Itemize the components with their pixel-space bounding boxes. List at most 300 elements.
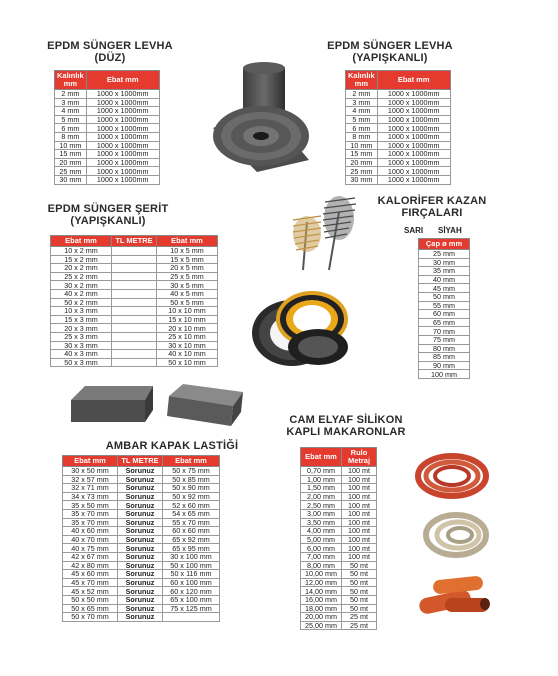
table-row xyxy=(301,570,377,579)
table-cell: 54 x 65 mm xyxy=(163,509,220,518)
table-cell: Sorunuz xyxy=(118,544,163,553)
table-cell: 50 mt xyxy=(342,578,377,587)
table-cell: 25 x 5 mm xyxy=(157,272,218,281)
table-cell: 15 mm xyxy=(55,150,87,159)
table-cell: Sorunuz xyxy=(118,604,163,613)
table-cell: 50 x 75 mm xyxy=(163,467,220,476)
table-cell: 8 mm xyxy=(346,132,378,141)
table-header-row xyxy=(51,236,218,247)
table-cell: 4,00 mm xyxy=(301,527,342,536)
table-cell: 50 x 50 mm xyxy=(63,595,118,604)
table-cell: 45 x 70 mm xyxy=(63,578,118,587)
sponge-tape-image xyxy=(248,285,353,370)
table-cell: 15 x 2 mm xyxy=(51,255,112,264)
table-cell: 50 x 116 mm xyxy=(163,570,220,579)
table-cell xyxy=(163,613,220,622)
title-line-2: KAPLI MAKARONLAR xyxy=(286,426,406,438)
table-row xyxy=(346,158,451,167)
table-row xyxy=(419,318,470,327)
table-row xyxy=(63,552,220,561)
table-cell: 1000 x 1000mm xyxy=(86,115,159,124)
table-row xyxy=(63,527,220,536)
table-header-row xyxy=(301,448,377,467)
table-cell: 50 x 70 mm xyxy=(63,613,118,622)
table-row xyxy=(301,509,377,518)
table-cell: 100 mm xyxy=(419,370,470,379)
table-row xyxy=(55,150,160,159)
table-cell: 80 mm xyxy=(419,344,470,353)
table-cell xyxy=(112,341,157,350)
table-cell: 55 mm xyxy=(419,301,470,310)
table-cell: 40 x 70 mm xyxy=(63,535,118,544)
table-cell: 40 x 10 mm xyxy=(157,350,218,359)
table-row xyxy=(346,107,451,116)
table-cell: Sorunuz xyxy=(118,595,163,604)
table-cell: 45 x 52 mm xyxy=(63,587,118,596)
table-cell: 50 x 5 mm xyxy=(157,298,218,307)
table-row xyxy=(419,310,470,319)
section-title-epdm-levha-duz xyxy=(40,40,180,64)
table-header-row xyxy=(346,71,451,90)
table-row xyxy=(301,527,377,536)
table-cell: 100 mt xyxy=(342,492,377,501)
table-cell: 3 mm xyxy=(346,98,378,107)
table-cell: 65 x 92 mm xyxy=(163,535,220,544)
table-cell: 40 x 3 mm xyxy=(51,350,112,359)
table-cell xyxy=(112,247,157,256)
column-header: TL METRE xyxy=(112,236,157,247)
table-row xyxy=(63,535,220,544)
table-cell: 42 x 67 mm xyxy=(63,552,118,561)
table-cell: 18,00 mm xyxy=(301,604,342,613)
label-siyah: SİYAH xyxy=(438,226,462,235)
table-row xyxy=(63,484,220,493)
table-cell: 1000 x 1000mm xyxy=(377,90,450,99)
table-cell: 2,50 mm xyxy=(301,501,342,510)
table-cell: 1000 x 1000mm xyxy=(377,158,450,167)
table-cell: 60 mm xyxy=(419,310,470,319)
table-cell: 50 mm xyxy=(419,292,470,301)
table-row xyxy=(63,613,220,622)
table-cell: 50 x 2 mm xyxy=(51,298,112,307)
table-row xyxy=(55,132,160,141)
section-title-kalorifer-fircalari xyxy=(372,195,492,219)
table-cell: 1000 x 1000mm xyxy=(377,167,450,176)
table-cell: 1000 x 1000mm xyxy=(86,90,159,99)
table-cell: 35 x 70 mm xyxy=(63,518,118,527)
table-row xyxy=(346,175,451,184)
column-header: Ebat mm xyxy=(86,71,159,90)
table-cell: 35 x 70 mm xyxy=(63,509,118,518)
table-cell: 70 mm xyxy=(419,327,470,336)
table-epdm-levha-duz xyxy=(54,70,160,185)
table-row xyxy=(301,484,377,493)
table-cell: 25 x 10 mm xyxy=(157,332,218,341)
table-cell: 60 x 120 mm xyxy=(163,587,220,596)
table-cell: 50 mt xyxy=(342,570,377,579)
table-row xyxy=(55,158,160,167)
table-cell: 100 mt xyxy=(342,518,377,527)
table-cell: Sorunuz xyxy=(118,613,163,622)
table-cell: 32 x 57 mm xyxy=(63,475,118,484)
table-row xyxy=(419,361,470,370)
title-line-2: (DÜZ) xyxy=(94,52,126,64)
table-cell: 25 x 3 mm xyxy=(51,332,112,341)
table-cell: 5 mm xyxy=(55,115,87,124)
table-cell: 1000 x 1000mm xyxy=(86,167,159,176)
table-row xyxy=(51,358,218,367)
table-row xyxy=(55,107,160,116)
table-cell: 25 mm xyxy=(419,250,470,259)
table-cell xyxy=(112,307,157,316)
table-cam-elyaf xyxy=(300,447,377,630)
table-cell: 1,50 mm xyxy=(301,484,342,493)
title-line-2: (YAPIŞKANLI) xyxy=(352,52,428,64)
table-cell: Sorunuz xyxy=(118,561,163,570)
table-cell: 60 x 60 mm xyxy=(163,527,220,536)
table-row xyxy=(63,467,220,476)
title-line-1: EPDM SÜNGER ŞERİT xyxy=(47,203,169,215)
table-row xyxy=(301,595,377,604)
table-cell: Sorunuz xyxy=(118,535,163,544)
table-cell xyxy=(112,350,157,359)
table-cell: Sorunuz xyxy=(118,552,163,561)
table-cell: 50 x 10 mm xyxy=(157,358,218,367)
table-cell: Sorunuz xyxy=(118,578,163,587)
table-cell: 8,00 mm xyxy=(301,561,342,570)
table-cell: 10 x 3 mm xyxy=(51,307,112,316)
table-cell: Sorunuz xyxy=(118,509,163,518)
table-cell: 50 mt xyxy=(342,587,377,596)
table-header-row xyxy=(419,239,470,250)
table-cell: 20 x 5 mm xyxy=(157,264,218,273)
title-line-2: (YAPIŞKANLI) xyxy=(70,215,146,227)
table-row xyxy=(51,307,218,316)
column-header: Ebat mm xyxy=(63,456,118,467)
table-cell: 10 x 5 mm xyxy=(157,247,218,256)
table-cell: 40 x 2 mm xyxy=(51,289,112,298)
table-cell xyxy=(112,255,157,264)
table-cell: 30 x 5 mm xyxy=(157,281,218,290)
table-row xyxy=(419,267,470,276)
table-cell: 15 x 10 mm xyxy=(157,315,218,324)
table-row xyxy=(63,509,220,518)
table-cell: 1000 x 1000mm xyxy=(86,124,159,133)
table-ambar-kapak xyxy=(62,455,220,622)
table-cell xyxy=(112,272,157,281)
table-cell: Sorunuz xyxy=(118,587,163,596)
table-cell: 10,00 mm xyxy=(301,570,342,579)
table-row xyxy=(63,570,220,579)
table-cell: Sorunuz xyxy=(118,570,163,579)
table-cell: Sorunuz xyxy=(118,527,163,536)
table-cell: 52 x 60 mm xyxy=(163,501,220,510)
table-cell: 25 x 2 mm xyxy=(51,272,112,281)
section-title-epdm-serit xyxy=(38,203,178,227)
table-cell: 100 mt xyxy=(342,552,377,561)
table-cell: 3,50 mm xyxy=(301,518,342,527)
table-row xyxy=(419,335,470,344)
table-cell: 85 mm xyxy=(419,353,470,362)
table-cell: 10 mm xyxy=(55,141,87,150)
table-cell: 1000 x 1000mm xyxy=(86,107,159,116)
table-cell: 50 x 65 mm xyxy=(63,604,118,613)
table-row xyxy=(419,250,470,259)
table-cell: 15 mm xyxy=(346,150,378,159)
table-cell: 25 mt xyxy=(342,621,377,630)
table-row xyxy=(419,353,470,362)
table-row xyxy=(301,535,377,544)
table-cell: 100 mt xyxy=(342,467,377,476)
table-cell: 1000 x 1000mm xyxy=(377,115,450,124)
beige-sleeving-image xyxy=(420,505,495,563)
table-row xyxy=(419,275,470,284)
table-cell: 30 x 3 mm xyxy=(51,341,112,350)
table-row xyxy=(301,492,377,501)
table-row xyxy=(51,272,218,281)
table-row xyxy=(301,552,377,561)
table-cell: 1000 x 1000mm xyxy=(377,132,450,141)
table-cell: 1000 x 1000mm xyxy=(86,158,159,167)
table-cell: 20 mm xyxy=(55,158,87,167)
table-epdm-serit xyxy=(50,235,218,367)
table-cell: 65 mm xyxy=(419,318,470,327)
table-cell xyxy=(112,324,157,333)
table-row xyxy=(419,292,470,301)
table-cell: 6 mm xyxy=(346,124,378,133)
table-cell: 30 mm xyxy=(419,258,470,267)
table-cell: 45 mm xyxy=(419,284,470,293)
title-line-1: CAM ELYAF SİLİKON xyxy=(289,414,403,426)
table-row xyxy=(301,621,377,630)
table-cell: 20 mm xyxy=(346,158,378,167)
table-cell: 25 mm xyxy=(55,167,87,176)
table-row xyxy=(346,150,451,159)
table-cell: 12,00 mm xyxy=(301,578,342,587)
table-cell: 1000 x 1000mm xyxy=(86,175,159,184)
table-cell xyxy=(112,332,157,341)
table-cell: 5,00 mm xyxy=(301,535,342,544)
label-sari: SARI xyxy=(404,226,424,235)
table-cell: 100 mt xyxy=(342,501,377,510)
table-cell: Sorunuz xyxy=(118,475,163,484)
table-row xyxy=(51,350,218,359)
boiler-brush-image xyxy=(285,192,370,272)
table-cell: 30 mm xyxy=(346,175,378,184)
table-epdm-levha-yapiskanli xyxy=(345,70,451,185)
table-cell xyxy=(112,298,157,307)
table-cell: 42 x 80 mm xyxy=(63,561,118,570)
table-cell: 0,70 mm xyxy=(301,467,342,476)
table-cell: 100 mt xyxy=(342,509,377,518)
table-row xyxy=(51,315,218,324)
table-cell: 3 mm xyxy=(55,98,87,107)
table-cell: 5 mm xyxy=(346,115,378,124)
table-cell: 75 mm xyxy=(419,335,470,344)
column-header: Kalınlık mm xyxy=(346,71,378,90)
table-header-row xyxy=(63,456,220,467)
table-cell: 100 mt xyxy=(342,475,377,484)
column-header: Ebat mm xyxy=(163,456,220,467)
table-cell: 40 x 75 mm xyxy=(63,544,118,553)
table-row xyxy=(51,264,218,273)
table-row xyxy=(63,578,220,587)
table-cell: 45 x 60 mm xyxy=(63,570,118,579)
table-cell: 65 x 100 mm xyxy=(163,595,220,604)
title-line-1: EPDM SÜNGER LEVHA xyxy=(327,40,453,52)
table-cell: 25,00 mm xyxy=(301,621,342,630)
table-cell: 1000 x 1000mm xyxy=(377,98,450,107)
table-cell: 50 x 92 mm xyxy=(163,492,220,501)
table-cell: 14,00 mm xyxy=(301,587,342,596)
column-header: Ebat mm xyxy=(157,236,218,247)
table-cell: 34 x 73 mm xyxy=(63,492,118,501)
table-cell: 1000 x 1000mm xyxy=(377,124,450,133)
table-row xyxy=(55,175,160,184)
table-row xyxy=(419,370,470,379)
table-cell: 40 x 60 mm xyxy=(63,527,118,536)
table-row xyxy=(346,90,451,99)
table-cell: 55 x 70 mm xyxy=(163,518,220,527)
column-header: Kalınlık mm xyxy=(55,71,87,90)
column-header: Ebat mm xyxy=(377,71,450,90)
table-row xyxy=(301,467,377,476)
title-line-2: FIRÇALARI xyxy=(401,207,463,219)
column-header: TL METRE xyxy=(118,456,163,467)
table-row xyxy=(55,115,160,124)
table-cell: 1000 x 1000mm xyxy=(86,98,159,107)
table-cell: 100 mt xyxy=(342,484,377,493)
table-row xyxy=(51,332,218,341)
table-cell: Sorunuz xyxy=(118,484,163,493)
table-cell: 100 mt xyxy=(342,535,377,544)
table-cell: 2 mm xyxy=(346,90,378,99)
table-cell: Sorunuz xyxy=(118,467,163,476)
table-cell: 30 x 10 mm xyxy=(157,341,218,350)
table-kazan-fircalari xyxy=(418,238,470,379)
table-cell: 65 x 95 mm xyxy=(163,544,220,553)
table-cell: 1000 x 1000mm xyxy=(377,150,450,159)
column-header: Rulo Metraj xyxy=(342,448,377,467)
table-cell: 35 x 50 mm xyxy=(63,501,118,510)
table-cell: 50 x 90 mm xyxy=(163,484,220,493)
table-cell: 40 mm xyxy=(419,275,470,284)
table-cell: 50 x 85 mm xyxy=(163,475,220,484)
table-cell: 100 mt xyxy=(342,527,377,536)
table-row xyxy=(55,90,160,99)
column-header: Ebat mm xyxy=(51,236,112,247)
section-title-cam-elyaf xyxy=(276,414,416,438)
title-line-1: EPDM SÜNGER LEVHA xyxy=(47,40,173,52)
table-row xyxy=(346,132,451,141)
hatch-rubber-image xyxy=(65,382,255,427)
table-cell: 50 mt xyxy=(342,561,377,570)
table-cell: 50 x 3 mm xyxy=(51,358,112,367)
table-cell: 10 x 2 mm xyxy=(51,247,112,256)
red-sleeving-image xyxy=(412,448,494,503)
table-cell xyxy=(112,264,157,273)
table-cell: 10 mm xyxy=(346,141,378,150)
table-cell: 1,00 mm xyxy=(301,475,342,484)
table-cell: Sorunuz xyxy=(118,518,163,527)
table-cell: 3,00 mm xyxy=(301,509,342,518)
table-cell: 90 mm xyxy=(419,361,470,370)
table-cell: 1000 x 1000mm xyxy=(377,175,450,184)
table-cell: 6 mm xyxy=(55,124,87,133)
table-cell: Sorunuz xyxy=(118,492,163,501)
table-cell: 16,00 mm xyxy=(301,595,342,604)
column-header: Çap ø mm xyxy=(419,239,470,250)
table-cell: 2,00 mm xyxy=(301,492,342,501)
table-cell: 15 x 3 mm xyxy=(51,315,112,324)
table-cell: 20 x 2 mm xyxy=(51,264,112,273)
table-row xyxy=(301,578,377,587)
table-cell: 7,00 mm xyxy=(301,552,342,561)
table-cell: 50 mt xyxy=(342,595,377,604)
table-cell: 25 mt xyxy=(342,613,377,622)
table-cell xyxy=(112,289,157,298)
orange-tubes-image xyxy=(415,568,495,620)
table-cell: 30 x 100 mm xyxy=(163,552,220,561)
table-cell: 20 x 3 mm xyxy=(51,324,112,333)
table-cell: 25 mm xyxy=(346,167,378,176)
table-cell xyxy=(112,315,157,324)
table-cell: 50 x 100 mm xyxy=(163,561,220,570)
table-row xyxy=(346,115,451,124)
table-cell: 100 mt xyxy=(342,544,377,553)
sponge-roll-image xyxy=(205,60,317,172)
table-cell: 2 mm xyxy=(55,90,87,99)
table-cell: 1000 x 1000mm xyxy=(377,141,450,150)
table-cell: 8 mm xyxy=(55,132,87,141)
table-row xyxy=(301,613,377,622)
table-cell: 30 mm xyxy=(55,175,87,184)
table-cell: 35 mm xyxy=(419,267,470,276)
table-cell: 15 x 5 mm xyxy=(157,255,218,264)
table-cell: 4 mm xyxy=(346,107,378,116)
table-cell: 1000 x 1000mm xyxy=(86,141,159,150)
table-cell xyxy=(112,358,157,367)
title-line-1: AMBAR KAPAK LASTİĞİ xyxy=(105,440,239,452)
table-cell: 20,00 mm xyxy=(301,613,342,622)
table-cell: 60 x 100 mm xyxy=(163,578,220,587)
table-cell: 40 x 5 mm xyxy=(157,289,218,298)
table-header-row xyxy=(55,71,160,90)
table-cell: 32 x 71 mm xyxy=(63,484,118,493)
table-cell: 1000 x 1000mm xyxy=(86,132,159,141)
table-cell: 20 x 10 mm xyxy=(157,324,218,333)
table-row xyxy=(63,595,220,604)
table-cell: 30 x 2 mm xyxy=(51,281,112,290)
table-cell xyxy=(112,281,157,290)
table-row xyxy=(51,289,218,298)
table-cell: Sorunuz xyxy=(118,501,163,510)
section-title-epdm-levha-yapiskanli xyxy=(320,40,460,64)
table-cell: 1000 x 1000mm xyxy=(377,107,450,116)
table-row xyxy=(63,492,220,501)
table-cell: 50 mt xyxy=(342,604,377,613)
table-cell: 6,00 mm xyxy=(301,544,342,553)
title-line-1: KALORİFER KAZAN xyxy=(377,195,487,207)
section-title-ambar-kapak xyxy=(92,440,252,452)
table-row xyxy=(51,247,218,256)
table-cell: 10 x 10 mm xyxy=(157,307,218,316)
column-header: Ebat mm xyxy=(301,448,342,467)
table-cell: 75 x 125 mm xyxy=(163,604,220,613)
table-cell: 30 x 50 mm xyxy=(63,467,118,476)
table-cell: 4 mm xyxy=(55,107,87,116)
table-cell: 1000 x 1000mm xyxy=(86,150,159,159)
